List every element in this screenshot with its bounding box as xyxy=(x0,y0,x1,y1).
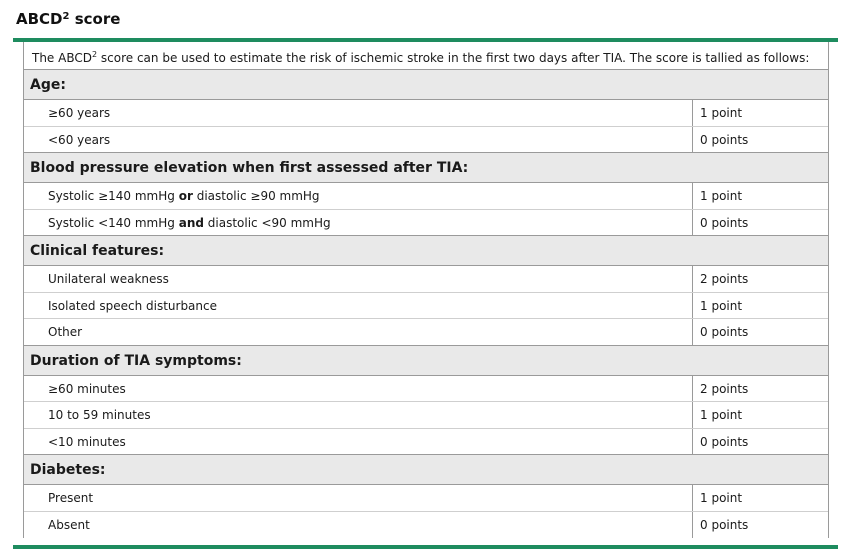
title-rest: score xyxy=(69,10,121,28)
intro-superscript: 2 xyxy=(91,50,98,59)
section-heading: Age: xyxy=(24,70,828,100)
title-superscript: 2 xyxy=(62,11,70,22)
section-heading: Duration of TIA symptoms: xyxy=(24,346,828,376)
table-row xyxy=(24,293,828,320)
page-title xyxy=(16,10,120,28)
table-row xyxy=(24,127,828,154)
criterion-label: Other xyxy=(24,319,693,345)
points-value: 0 points xyxy=(700,325,749,339)
criterion-label: 10 to 59 minutes xyxy=(24,402,693,428)
criterion-label-part: diastolic <90 mmHg xyxy=(203,215,331,230)
criterion-label xyxy=(24,210,693,236)
table-row xyxy=(24,319,828,346)
intro-text xyxy=(24,42,828,70)
table-row xyxy=(24,183,828,210)
criterion-label: Present xyxy=(24,485,693,511)
points-value: 0 points xyxy=(700,215,749,230)
criterion-label: Absent xyxy=(24,512,693,539)
points-value: 2 points xyxy=(700,272,749,286)
criterion-label: ≥60 years xyxy=(24,100,693,126)
section-age xyxy=(24,70,828,153)
table-row xyxy=(24,512,828,539)
title-main: ABCD xyxy=(16,10,63,28)
criterion-label xyxy=(24,183,693,209)
section-blood-pressure xyxy=(24,153,828,236)
criterion-label-part: Systolic <140 mmHg xyxy=(48,215,179,230)
section-diabetes xyxy=(24,455,828,538)
table-row xyxy=(24,100,828,127)
criterion-label: Isolated speech disturbance xyxy=(24,293,693,319)
intro-after: score can be used to estimate the risk of ischemic stroke in the first two days after TIA. The score is tallied as follows: xyxy=(97,51,810,65)
points-value: 0 points xyxy=(700,434,749,449)
points-value: 1 point xyxy=(700,408,743,422)
points-value: 1 point xyxy=(700,189,743,203)
criterion-label: Unilateral weakness xyxy=(24,266,693,292)
section-heading: Clinical features: xyxy=(24,236,828,266)
score-table xyxy=(23,42,829,538)
table-row xyxy=(24,210,828,237)
points-value: 0 points xyxy=(700,132,749,147)
criterion-label: ≥60 minutes xyxy=(24,376,693,402)
table-row xyxy=(24,266,828,293)
criterion-label-emphasis: and xyxy=(178,215,204,230)
criterion-label-emphasis: or xyxy=(178,189,193,203)
bottom-accent-rule xyxy=(13,545,838,549)
criterion-label-part: Systolic ≥140 mmHg xyxy=(48,189,179,203)
points-value: 0 points xyxy=(700,517,749,532)
points-value: 1 point xyxy=(700,491,743,505)
section-clinical-features xyxy=(24,236,828,346)
table-row xyxy=(24,376,828,403)
section-heading: Blood pressure elevation when first assessed after TIA: xyxy=(24,153,828,183)
criterion-label: <60 years xyxy=(24,127,693,153)
points-value: 2 points xyxy=(700,381,749,396)
section-duration xyxy=(24,346,828,456)
points-value: 1 point xyxy=(700,106,743,120)
criterion-label: <10 minutes xyxy=(24,429,693,455)
criterion-label-part: diastolic ≥90 mmHg xyxy=(192,189,320,203)
section-heading: Diabetes: xyxy=(24,455,828,485)
intro-before: The ABCD xyxy=(32,51,92,65)
table-row xyxy=(24,402,828,429)
points-value: 1 point xyxy=(700,298,743,313)
table-row xyxy=(24,485,828,512)
table-row xyxy=(24,429,828,456)
